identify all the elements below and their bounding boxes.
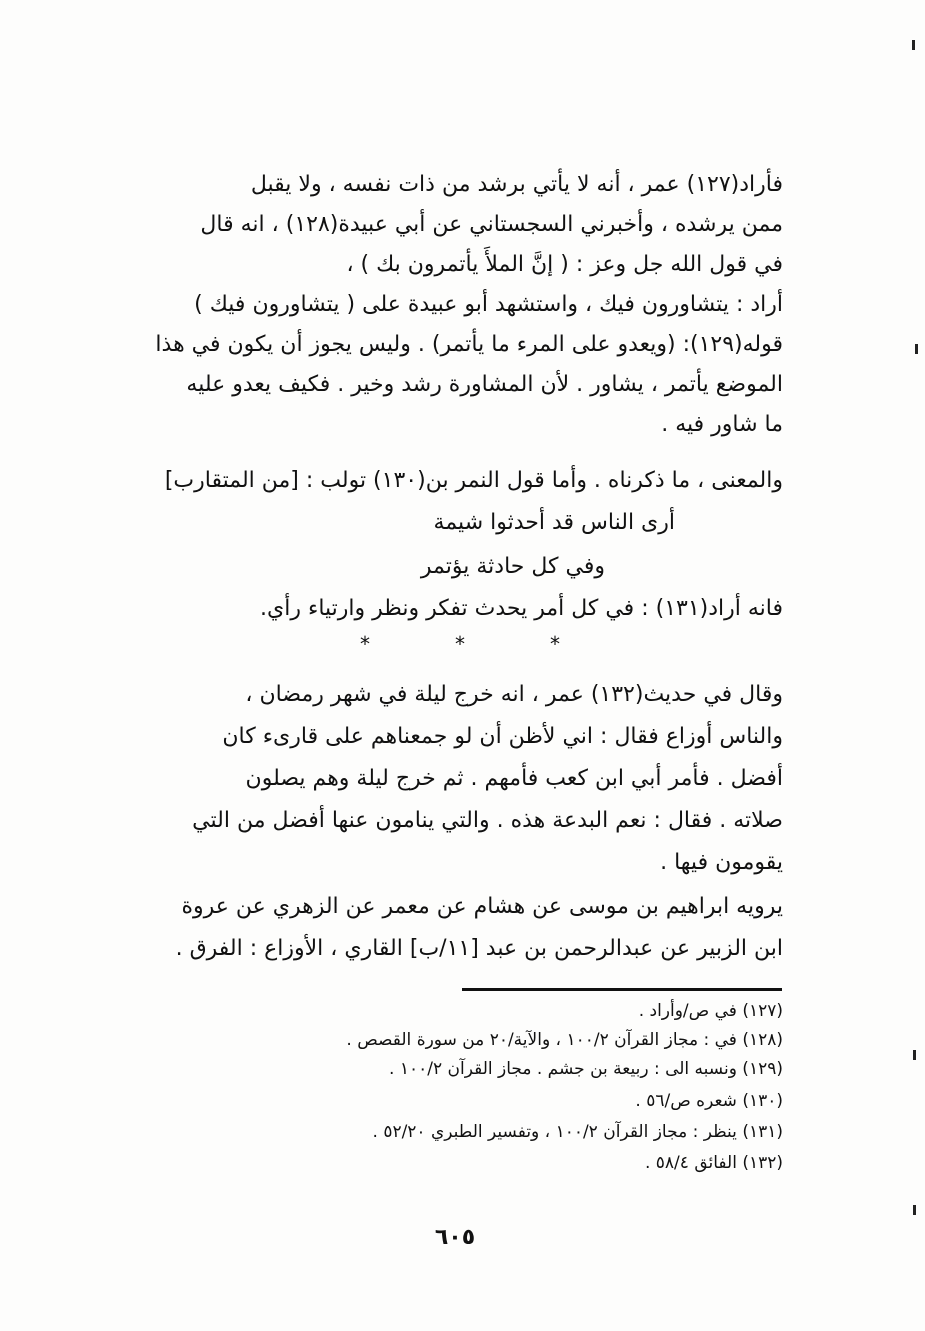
footnote-132: (١٣٢) الفائق ٥٨/٤ . [644,1153,783,1173]
text-line: ما شاور فيه . [661,412,783,437]
text-line: ممن يرشده ، وأخبرني السجستاني عن أبي عبيدة(١٢٨) ، انه قال [200,212,783,237]
text-line: قوله(١٢٩): (ويعدو على المرء ما يأتمر) . وليس يجوز أن يكون في هذا [155,332,783,357]
scan-mark [913,1205,916,1215]
footnote-131: (١٣١) ينظر : مجاز القرآن ١٠٠/٢ ، وتفسير الطبري ٥٢/٢٠ . [372,1122,783,1142]
paragraph-4 [128,892,783,972]
text-line: والناس أوزاع فقال : اني لأظن أن لو جمعناهم على قارىء كان [222,724,783,749]
separator-star: * [455,632,465,656]
text-line: ابن الزبير عن عبدالرحمن بن عبد [١١/ب] القاري ، الأوزاع : الفرق . [175,936,783,961]
footnote-130: (١٣٠) شعره ص/٥٦ . [635,1091,783,1111]
page-number: ٦٠٥ [434,1225,476,1250]
text-line: صلاته . فقال : نعم البدعة هذه . والتي ينامون عنها أفضل من التي [192,808,783,833]
paragraph-1 [128,170,783,450]
scan-mark [913,1050,916,1060]
text-line: أراد : يتشاورون فيك ، واستشهد أبو عبيدة على ( يتشاورون فيك ) [194,292,783,317]
text-line: فأراد(١٢٧) عمر ، أنه لا يأتي برشد من ذات نفسه ، ولا يقبل [250,172,783,197]
text-line: وقال في حديث(١٣٢) عمر ، انه خرج ليلة في شهر رمضان ، [245,682,783,707]
paragraph-3 [128,680,783,880]
footnote-127: (١٢٧) في ص/وأراد . [638,1001,783,1021]
scan-mark [912,40,915,50]
footnote-128: (١٢٨) في : مجاز القرآن ١٠٠/٢ ، والآية/٢٠ من سورة القصص . [346,1030,783,1050]
verse-line-2: وفي كل حادثة يؤتمر [420,554,605,579]
text-line: الموضع يأتمر ، يشاور . لأن المشاورة رشد وخير . فكيف يعدو عليه [186,372,783,397]
text-line: يرويه ابراهيم بن موسى عن هشام عن معمر عن الزهري عن عروة [181,894,783,919]
paragraph-2-end [128,594,783,624]
separator-star: * [360,632,370,656]
section-separator [360,632,560,656]
text-line: يقومون فيها . [660,850,783,875]
text-line: أفضل . فأمر أبي ابن كعب فأمهم . ثم خرج ليلة وهم يصلون [245,766,783,791]
text-line: والمعنى ، ما ذكرناه . وأما قول النمر بن(١٣٠) تولب : [من المتقارب] [164,468,783,493]
text-line: فانه أراد(١٣١) : في كل أمر يحدث تفكر ونظر وارتياء رأي. [260,596,783,621]
scan-mark [915,344,918,354]
footnote-divider [462,988,782,991]
separator-star: * [550,632,560,656]
text-line: في قول الله جل وعز : ( إنَّ الملأَ يأتمرون بك ) ، [346,252,783,277]
verse-line-1: أرى الناس قد أحدثوا شيمة [433,510,675,535]
footnote-129: (١٢٩) ونسبه الى : ربيعة بن جشم . مجاز القرآن ١٠٠/٢ . [389,1059,783,1079]
